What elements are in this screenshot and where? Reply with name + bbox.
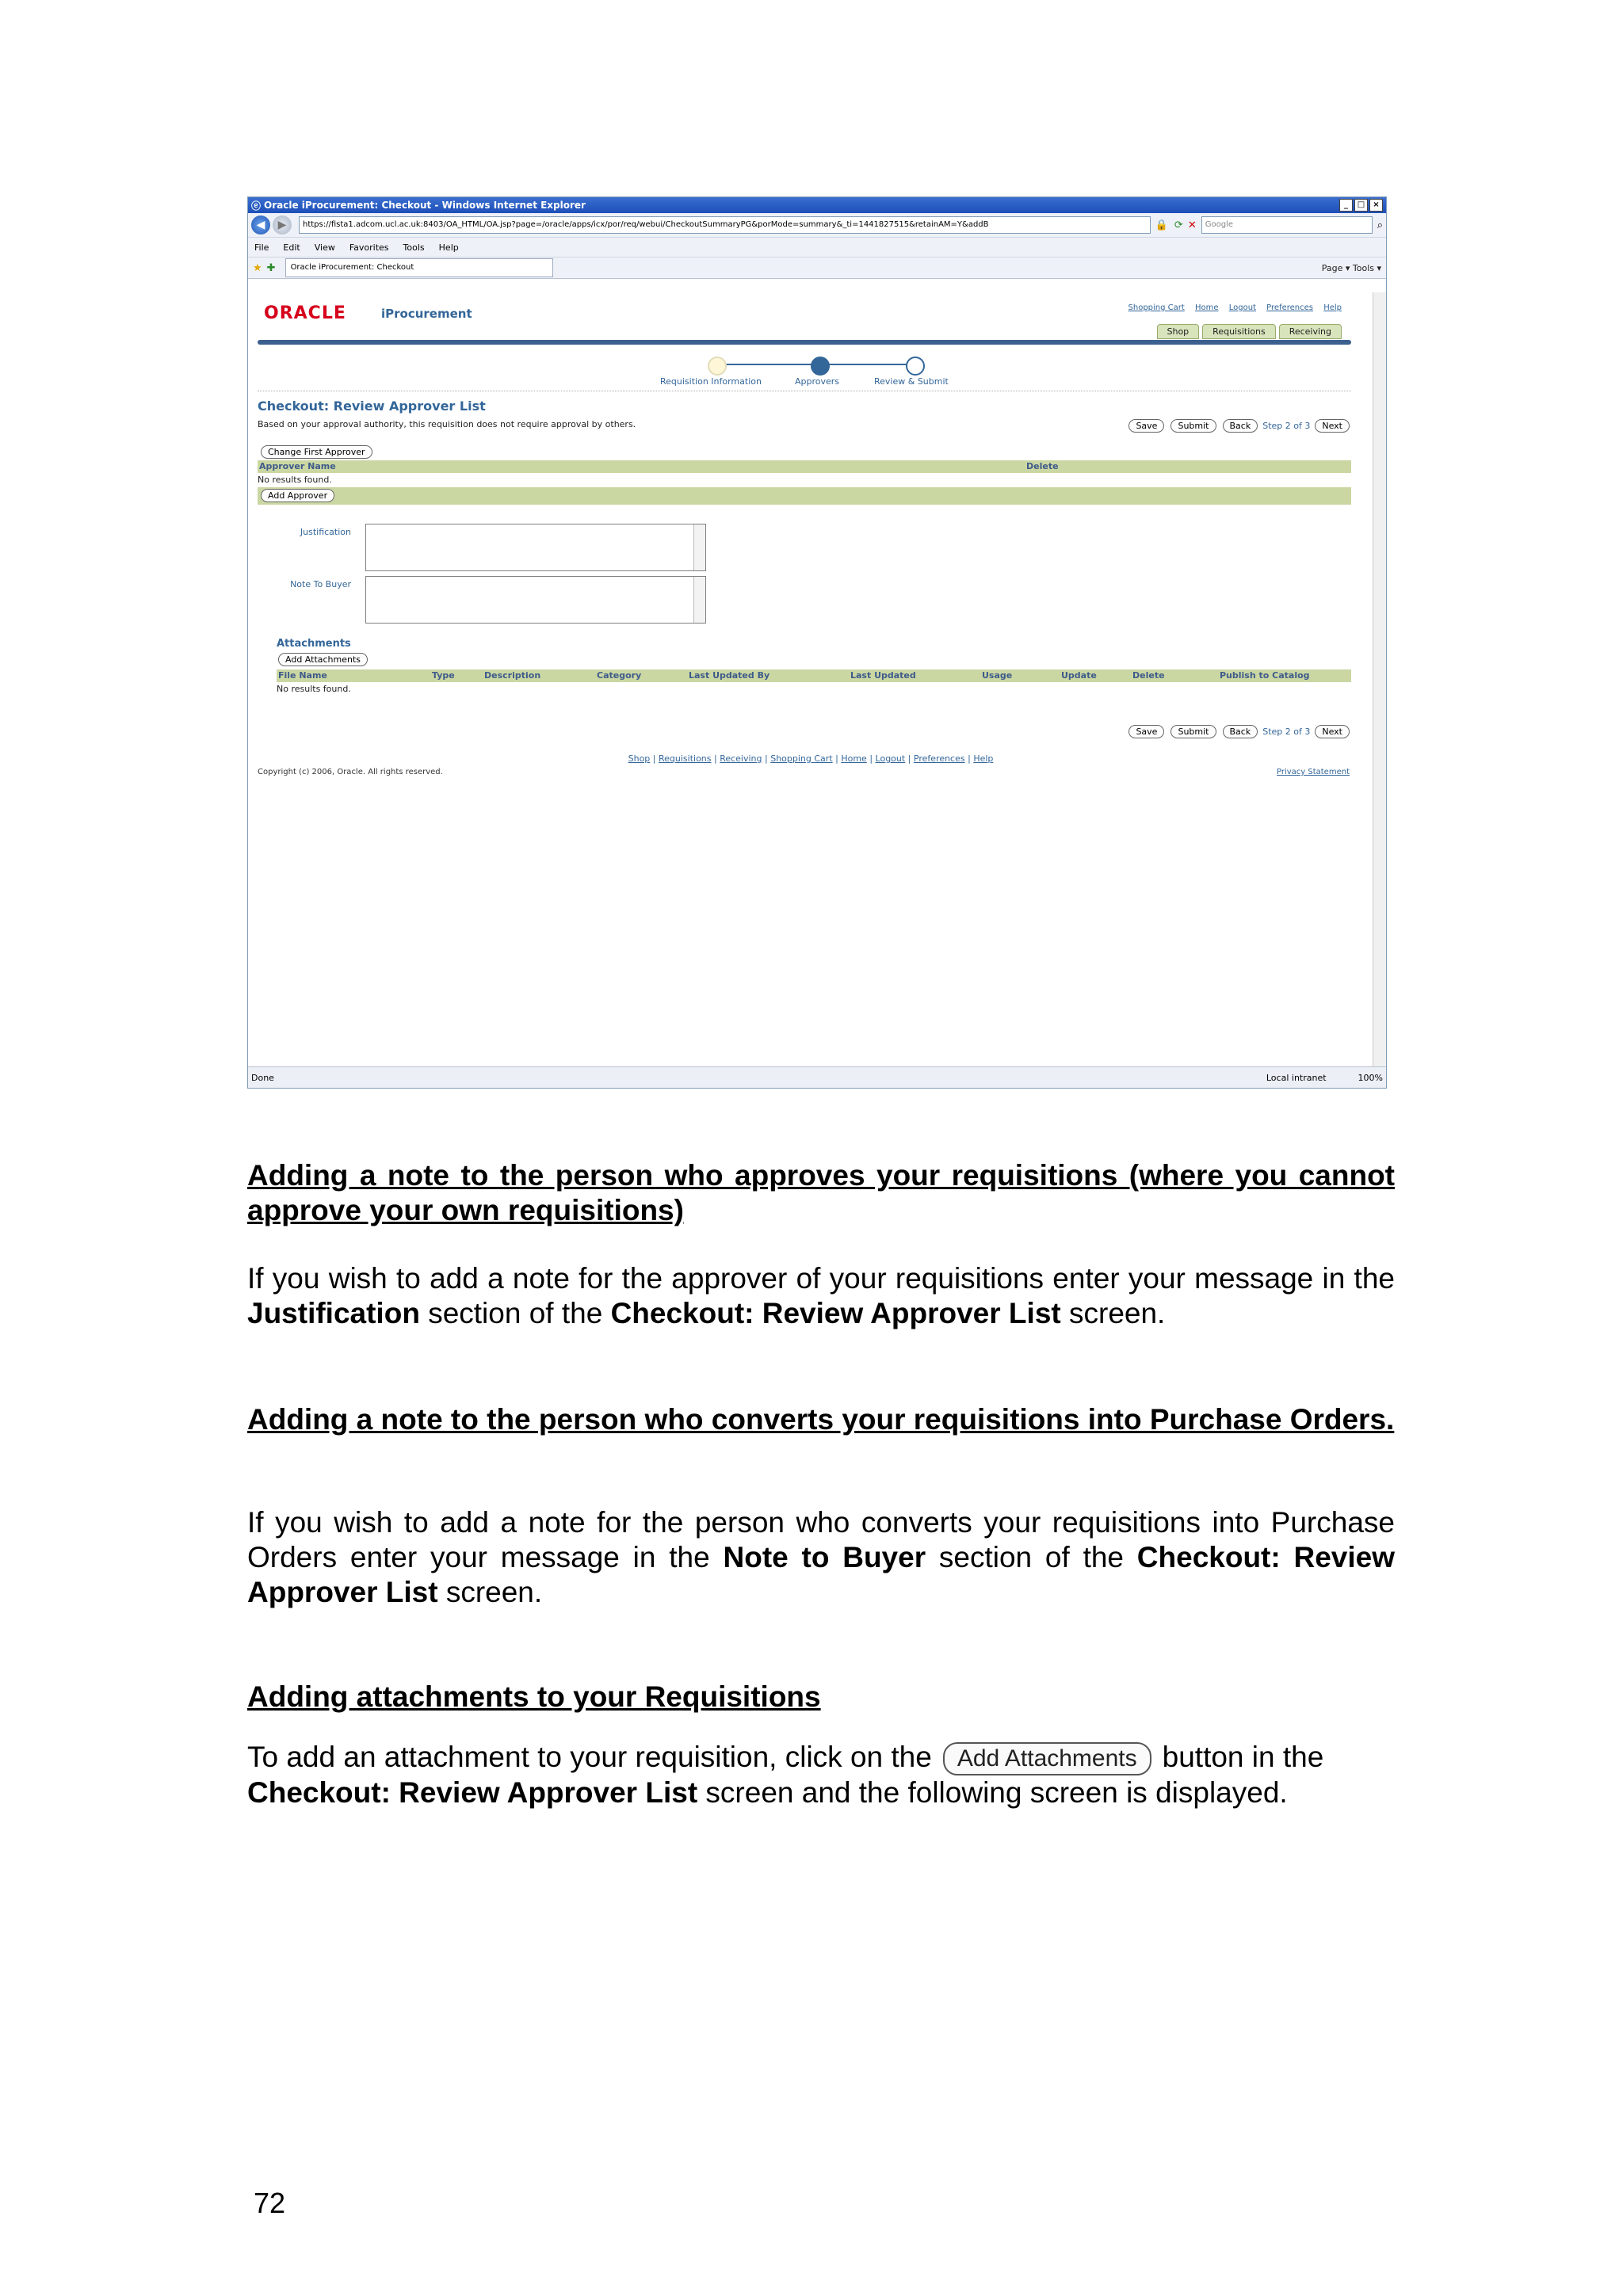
heading-buyer-note: Adding a note to the person who converts your requisitions into Purchase Orders. (247, 1403, 1395, 1436)
approver-table-header (258, 460, 1351, 473)
menu-help[interactable]: Help (438, 242, 459, 253)
add-attachments-button[interactable]: Add Attachments (278, 653, 368, 666)
link-home[interactable]: Home (1195, 303, 1219, 312)
back-arrow-icon[interactable]: ◀ (251, 215, 270, 235)
app-name: iProcurement (381, 307, 472, 321)
menu-edit[interactable]: Edit (283, 242, 300, 253)
menu-bar (248, 238, 1386, 257)
command-bar[interactable]: Page ▾ Tools ▾ (1321, 262, 1381, 273)
page-title: Checkout: Review Approver List (258, 399, 486, 414)
instruction-text: Based on your approval authority, this requisition does not require approval by others. (258, 419, 636, 429)
train-step-1-icon (708, 357, 727, 376)
oracle-logo: ORACLE (264, 303, 346, 323)
approver-empty: No results found. (258, 475, 1351, 487)
search-icon[interactable]: ⌕ (1377, 219, 1383, 231)
change-first-approver-button[interactable]: Change First Approver (261, 445, 372, 459)
back-button[interactable]: Back (1223, 725, 1258, 738)
browser-tab[interactable]: Oracle iProcurement: Checkout (285, 258, 553, 277)
top-action-row (1122, 419, 1350, 433)
ie-icon: ⓔ (251, 200, 262, 212)
text: screen. (1060, 1297, 1166, 1329)
heading-approver-note: Adding a note to the person who approves your requisitions (where you cannot approve your own requisitions) (247, 1159, 1395, 1226)
footer-link-home[interactable]: Home (841, 753, 867, 764)
approver-table-footer (258, 487, 1351, 505)
step-indicator: Step 2 of 3 (1262, 421, 1311, 431)
search-input[interactable]: Google (1201, 216, 1373, 234)
col-usage: Usage (982, 670, 1013, 681)
footer-link-shopping-cart[interactable]: Shopping Cart (770, 753, 833, 764)
col-category: Category (597, 670, 642, 681)
col-delete: Delete (1026, 461, 1059, 471)
paragraph-buyer-note (247, 1505, 1395, 1610)
tab-receiving[interactable]: Receiving (1279, 324, 1342, 339)
global-links (1121, 303, 1342, 312)
attachments-table-header (277, 669, 1351, 682)
submit-button[interactable]: Submit (1170, 419, 1216, 433)
col-update: Update (1061, 670, 1097, 681)
text: screen. (437, 1576, 543, 1608)
scrollbar[interactable] (693, 524, 705, 570)
header-divider (258, 340, 1351, 345)
refresh-icon[interactable]: ⟳ (1174, 219, 1183, 231)
text: section of the (419, 1297, 611, 1329)
link-preferences[interactable]: Preferences (1266, 303, 1313, 312)
forward-arrow-icon[interactable]: ▶ (273, 215, 292, 235)
menu-favorites[interactable]: Favorites (349, 242, 389, 253)
step-indicator: Step 2 of 3 (1262, 727, 1311, 737)
text: screen and the following screen is displayed. (697, 1776, 1288, 1810)
tab-shop[interactable]: Shop (1157, 324, 1200, 339)
menu-tools[interactable]: Tools (403, 242, 425, 253)
save-button[interactable]: Save (1128, 725, 1164, 738)
scrollbar[interactable] (693, 577, 705, 623)
train-step-2-icon (811, 357, 830, 376)
train-label-requisition-info[interactable]: Requisition Information (660, 376, 762, 387)
footer-link-receiving[interactable]: Receiving (720, 753, 762, 764)
status-text: Done (251, 1072, 274, 1083)
bold-note-to-buyer: Note to Buyer (723, 1541, 926, 1573)
stop-icon[interactable]: ✕ (1187, 219, 1197, 231)
train-step-3-icon (906, 357, 925, 376)
text: To add an attachment to your requisition, click on the (247, 1741, 932, 1773)
status-bar (248, 1066, 1386, 1088)
bold-screen-name: Checkout: Review Approver List (247, 1541, 1395, 1608)
attachments-empty: No results found. (277, 684, 1351, 696)
paragraph-approver-note (247, 1261, 1395, 1331)
vertical-scrollbar[interactable] (1373, 292, 1386, 1067)
zoom-level[interactable]: 100% (1358, 1072, 1383, 1083)
add-approver-button[interactable]: Add Approver (261, 489, 334, 502)
footer-link-logout[interactable]: Logout (875, 753, 906, 764)
heading-attachments: Adding attachments to your Requisitions (247, 1680, 821, 1713)
favorites-star-icon[interactable]: ★ (253, 261, 262, 274)
col-type: Type (432, 670, 455, 681)
col-last-updated-by: Last Updated By (689, 670, 770, 681)
page-content (248, 292, 1373, 1067)
change-first-approver-wrap (261, 443, 372, 458)
footer-link-preferences[interactable]: Preferences (913, 753, 965, 764)
bold-screen-name: Checkout: Review Approver List (610, 1297, 1061, 1329)
next-button[interactable]: Next (1315, 725, 1350, 738)
process-train (660, 354, 993, 386)
col-file-name: File Name (278, 670, 327, 681)
paragraph-attachments (247, 1740, 1395, 1810)
footer-link-shop[interactable]: Shop (628, 753, 651, 764)
text: If you wish to add a note for the approver of your requisitions enter your message in the (247, 1262, 1395, 1295)
footer-link-help[interactable]: Help (973, 753, 994, 764)
next-button[interactable]: Next (1315, 419, 1350, 433)
add-attachments-button-image: Add Attachments (943, 1742, 1151, 1775)
bold-justification: Justification (247, 1297, 420, 1329)
window-title: Oracle iProcurement: Checkout - Windows Internet Explorer (264, 200, 586, 211)
footer-links: Shop | Requisitions | Receiving | Shopping Cart | Home | Logout | Preferences | Help (628, 753, 994, 764)
col-description: Description (484, 670, 541, 681)
tab-row (248, 257, 1386, 279)
link-help[interactable]: Help (1323, 303, 1342, 312)
save-button[interactable]: Save (1128, 419, 1164, 433)
address-bar[interactable]: https://fista1.adcom.ucl.ac.uk:8403/OA_HTML/OA.jsp?page=/oracle/apps/icx/por/req/webui/CheckoutSummaryPG&porMode=summary&_ti=1441827515&retainAM=Y&addB (299, 216, 1151, 234)
text: If you wish to add a note for the person who converts your requisitions into Purchase Orders enter your message in the (247, 1506, 1395, 1573)
text: button in the (1162, 1741, 1324, 1773)
copyright: Copyright (c) 2006, Oracle. All rights reserved. (258, 768, 443, 776)
tab-requisitions[interactable]: Requisitions (1202, 324, 1276, 339)
window-titlebar (248, 197, 1386, 213)
attachments-label: Attachments (277, 638, 351, 650)
col-delete-attachment: Delete (1132, 670, 1165, 681)
minimize-icon[interactable]: _ (1339, 199, 1353, 212)
add-favorite-icon[interactable]: ✚ (266, 261, 276, 274)
justification-field[interactable] (365, 524, 706, 571)
embedded-screenshot (247, 196, 1387, 1089)
link-shopping-cart[interactable]: Shopping Cart (1128, 303, 1185, 312)
back-button[interactable]: Back (1223, 419, 1258, 433)
menu-view[interactable]: View (314, 242, 335, 253)
train-label-review-submit: Review & Submit (874, 376, 949, 387)
note-to-buyer-label: Note To Buyer (290, 579, 351, 589)
bottom-action-row (1122, 725, 1350, 738)
security-zone: Local intranet (1266, 1072, 1327, 1083)
col-approver-name: Approver Name (259, 461, 336, 471)
link-logout[interactable]: Logout (1228, 303, 1256, 312)
submit-button[interactable]: Submit (1170, 725, 1216, 738)
text: section of the (926, 1541, 1137, 1573)
close-icon[interactable]: × (1369, 199, 1383, 212)
app-tabs (1154, 324, 1342, 339)
privacy-statement-link[interactable]: Privacy Statement (1276, 768, 1350, 776)
col-publish-to-catalog: Publish to Catalog (1220, 670, 1310, 681)
bold-screen-name: Checkout: Review Approver List (247, 1776, 698, 1810)
add-attachments-wrap (278, 650, 368, 666)
train-label-approvers: Approvers (795, 376, 840, 387)
lock-icon: 🔒 (1155, 219, 1168, 231)
note-to-buyer-field[interactable] (365, 576, 706, 624)
col-last-updated: Last Updated (850, 670, 916, 681)
maximize-icon[interactable]: □ (1354, 199, 1368, 212)
menu-file[interactable]: File (254, 242, 269, 253)
page-number: 72 (254, 2187, 286, 2219)
footer-link-requisitions[interactable]: Requisitions (658, 753, 712, 764)
justification-label: Justification (300, 527, 351, 537)
address-row (248, 213, 1386, 238)
